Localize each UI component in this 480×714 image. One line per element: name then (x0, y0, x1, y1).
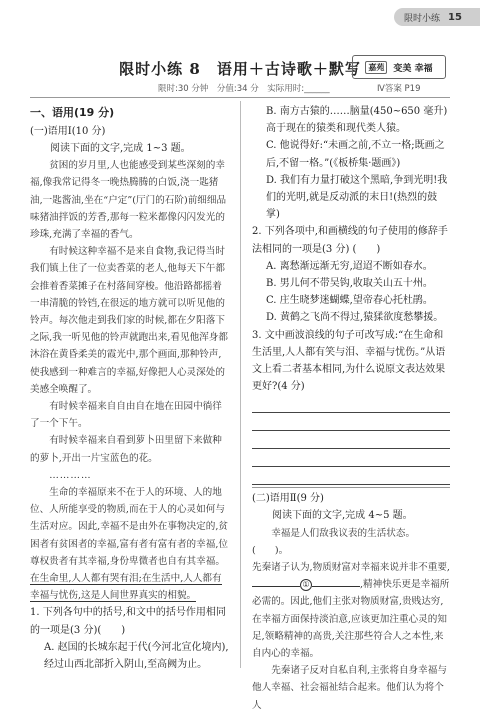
p5-part-a: 生命的幸福原来不在于人的环境、人的地位、人所能享受的物质,而在于人的心灵如何与生活对应。因此,幸福不是由外在事物决定的,贫困者有贫困者的幸福,富有者有富有者的幸福,位尊权贵者有其幸福,身份卑微者也自有其幸福。 (30, 487, 228, 567)
answer-line[interactable] (252, 413, 450, 431)
logo-seal: 嘉苑 (365, 61, 387, 74)
right-column (252, 103, 450, 714)
section-2 (252, 487, 450, 713)
q1-option-d[interactable]: D. 我们有力量打破这个黑暗,争到光明!我们的光明,就是反动派的末日!(热烈的鼓掌) (266, 174, 448, 221)
answer-ref: Ⅳ答案 P19 (377, 84, 421, 94)
q1-option-a[interactable]: A. 赵国的长城东起于代(今河北宣化境内),经过山西北部折入阴山,至高阙为止。 (44, 641, 229, 671)
q1-option-c[interactable]: C. 他说得好:“未画之前,不立一格;既画之后,不留一格。”(《板桥集·题画》) (266, 140, 445, 169)
column-divider (240, 101, 241, 668)
wavy-underlined-sentence: 在生命里,人人都有哭有泪;在生活中,人人都有幸福与忧伤,这是人间世界真实的相貌。 (30, 573, 222, 602)
p7-part-a: 先秦诸子认为,物质财富对幸福来说并非不重要, (252, 562, 450, 574)
subsection-heading: (一)语用Ⅰ(10 分) (30, 126, 106, 137)
page-title: 限时小练 8 语用＋古诗歌＋默写 (119, 60, 361, 78)
passage-paragraph-2: 有时候这种幸福不是来自食物,我记得当时我们镇上住了一位卖香菜的老人,他每天下午都会推着香菜摊子在村落间穿梭。他沿路都摇着一串清脆的铃铛,在很远的地方就可以听见他的铃声。每次他走到我们家的时候,都在夕阳落下之际,我一听见他的铃声就跑出来,看见他浑身都沐浴在黄昏柔美的霞光中,那个画面,那种铃声,使我感到一种难言的幸福,好像把人心灵深处的美感全唤醒了。 (30, 246, 228, 395)
logo-text: 变美 幸福 (393, 63, 433, 74)
question-1 (30, 604, 230, 638)
q3-answer-lines[interactable] (252, 395, 450, 485)
reading-intro: 阅读下面的文字,完成 1~3 题。 (50, 143, 191, 154)
q2-option-b[interactable]: B. 男儿何不带吴钩,收取关山五十州。 (266, 278, 433, 290)
blank-marker: ① (300, 579, 312, 591)
p7-part-b: ,精神快乐更是幸福所必需的。因此,他们主张对物质财富,贵贱达穷,在幸福方面保持淡泊意,应该更加注重心灵的知足,领略精神的高贵,关注那些符合人之本性,来自内心的幸福。 (252, 579, 450, 660)
q2-stem: 2. 下列各项中,和画横线的句子使用的修辞手法相同的一项是(3 分) (252, 226, 448, 255)
answer-line[interactable] (252, 467, 450, 485)
p1-part-b: 油,一匙酱油,坐在“户定”(厅门的石阶)前细细品味猪油拌饭的芳香,那每一粒米都像闪闪发光的珍珠,充满了幸福的香气。 (30, 194, 227, 241)
q2-option-a[interactable]: A. 离愁渐远渐无穷,迢迢不断如春水。 (266, 260, 433, 272)
page-number: 15 (448, 11, 462, 23)
q1-answer-paren[interactable]: ( ) (97, 624, 126, 636)
header-section: 限时小练 (404, 13, 441, 24)
question-2 (252, 223, 450, 257)
question-3: 3. 文中画波浪线的句子可改写成:“在生命和生活里,人人都有笑与泪、幸福与忧伤。”从语文上看二者基本相同,为什么说原文表达效果更好?(4 分) (252, 329, 446, 393)
subsection-heading-2: (二)语用Ⅱ(9 分) (252, 493, 324, 505)
passage-paragraph-1 (30, 157, 230, 243)
meta-bar (0, 82, 480, 96)
header-tab (394, 8, 480, 26)
time-info: 限时:30 分钟 分值:34 分 实际用时:______ (158, 84, 330, 94)
header-rule (30, 97, 450, 98)
q1-option-b[interactable]: B. 南方古猿的……脑量(450~650 毫升)高于现在的猿类和现代类人猿。 (266, 106, 448, 135)
passage2-paragraph-1: 幸福是人们敌我议表的生活状态。( )。 (252, 527, 416, 556)
answer-line[interactable] (252, 395, 450, 413)
ellipsis: ………… (49, 469, 92, 481)
left-column (30, 103, 230, 673)
reading-intro-2: 阅读下面的文字,完成 4~5 题。 (272, 510, 413, 522)
blank-1-tail[interactable] (312, 576, 360, 587)
passage-paragraph-4: 有时候幸福来自看到萝卜田里留下来做种的萝卜,开出一片宝蓝色的花。 (30, 435, 222, 464)
blank-1[interactable] (252, 576, 300, 587)
brand-logo (352, 55, 446, 79)
q2-option-c[interactable]: C. 庄生晓梦迷蝴蝶,望帝春心托杜鹃。 (266, 295, 433, 307)
p1-part-a: 贫困的岁月里,人也能感受到某些深刻的幸福,像我常记得冬一晚热腾腾的白饭,浇一匙猪 (30, 160, 225, 189)
answer-line[interactable] (252, 449, 450, 467)
passage-paragraph-5 (30, 484, 230, 604)
section-heading: 一、语用(19 分) (30, 106, 115, 119)
passage2-paragraph-2 (252, 559, 450, 662)
answer-line[interactable] (252, 431, 450, 449)
passage2-paragraph-3: 先秦诸子反对自私自利,主张将自身幸福与他人幸福、社会福祉结合起来。他们认为将个人 (252, 665, 447, 711)
q2-option-d[interactable]: D. 黄鹤之飞尚不得过,猿猱欲度愁攀援。 (266, 312, 444, 324)
q1-stem: 1. 下列各句中的括号,和文中的括号作用相同的一项是(3 分) (30, 607, 226, 636)
passage-paragraph-3: 有时候幸福来自自由自在地在田园中徜徉了一个下午。 (30, 401, 222, 430)
q2-answer-paren[interactable]: ( ) (352, 243, 381, 255)
